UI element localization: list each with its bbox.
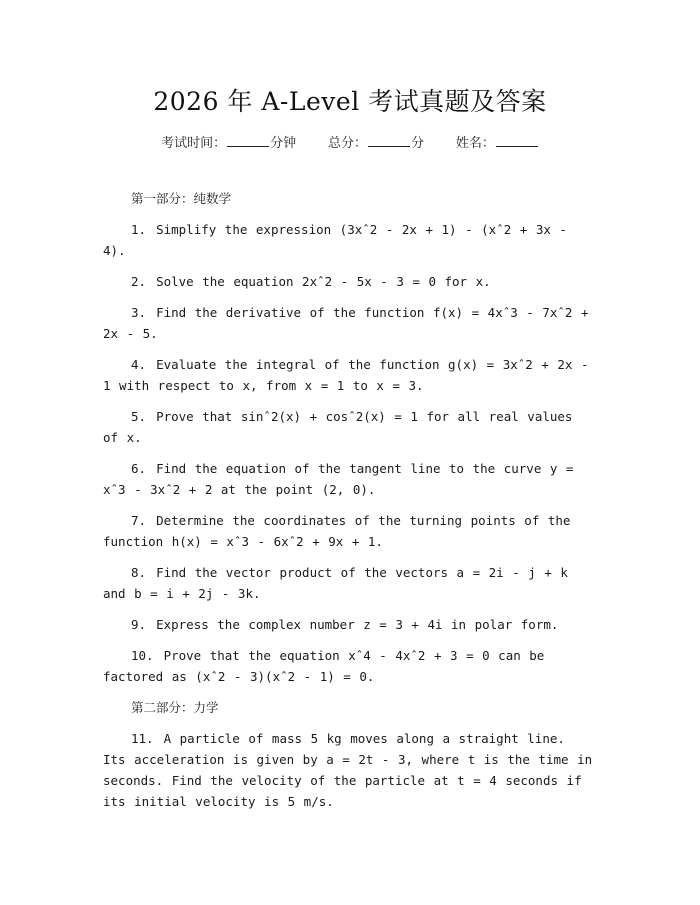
question-text: Prove that sinˆ2(x) + cosˆ2(x) = 1 for all real values of x. xyxy=(103,409,573,445)
exam-time-blank xyxy=(227,135,269,147)
total-score-label: 总分： xyxy=(327,136,367,151)
question xyxy=(103,271,595,292)
question-number: 2. xyxy=(131,274,147,289)
question-number: 11. xyxy=(131,731,154,746)
exam-time-unit: 分钟 xyxy=(270,136,297,151)
question-text: Simplify the expression (3xˆ2 - 2x + 1) - (xˆ2 + 3x - 4). xyxy=(103,222,567,258)
total-score-blank xyxy=(368,135,410,147)
question xyxy=(103,354,595,396)
question xyxy=(103,562,595,604)
question-text: Determine the coordinates of the turning points of the function h(x) = xˆ3 - 6xˆ2 + 9x + 1. xyxy=(103,513,571,549)
question xyxy=(103,614,595,635)
question-number: 4. xyxy=(131,357,147,372)
question-text: A particle of mass 5 kg moves along a straight line. Its acceleration is given by a = 2t - 3, where t is the time in seconds. Find the velocity of the particle at t = 4 seconds if its initial velocity is 5 m/s. xyxy=(103,731,593,809)
name-field xyxy=(456,132,539,151)
exam-time-field xyxy=(161,132,296,151)
question-text: Solve the equation 2xˆ2 - 5x - 3 = 0 for x. xyxy=(156,274,491,289)
exam-meta xyxy=(0,132,700,151)
question-number: 7. xyxy=(131,513,147,528)
question xyxy=(103,728,595,812)
question-number: 1. xyxy=(131,222,147,237)
question xyxy=(103,406,595,448)
question-text: Find the derivative of the function f(x) = 4xˆ3 - 7xˆ2 + 2x - 5. xyxy=(103,305,589,341)
question-text: Prove that the equation xˆ4 - 4xˆ2 + 3 = 0 can be factored as (xˆ2 - 3)(xˆ2 - 1) = 0. xyxy=(103,648,545,684)
question-number: 8. xyxy=(131,565,147,580)
section-heading: 第一部分：纯数学 xyxy=(131,191,232,206)
question xyxy=(103,458,595,500)
question-number: 5. xyxy=(131,409,147,424)
total-score-field xyxy=(328,132,424,151)
section-heading: 第二部分：力学 xyxy=(131,700,219,715)
question xyxy=(103,302,595,344)
question-number: 10. xyxy=(131,648,154,663)
exam-time-label: 考试时间： xyxy=(161,136,227,151)
question xyxy=(103,510,595,552)
question-text: Express the complex number z = 3 + 4i in polar form. xyxy=(156,617,559,632)
question xyxy=(103,645,595,687)
document-title: 2026 年 A-Level 考试真题及答案 xyxy=(153,87,547,116)
question-number: 9. xyxy=(131,617,147,632)
question-number: 3. xyxy=(131,305,147,320)
total-score-unit: 分 xyxy=(411,136,425,151)
question-text: Find the vector product of the vectors a = 2i - j + k and b = i + 2j - 3k. xyxy=(103,565,568,601)
question-text: Evaluate the integral of the function g(x) = 3xˆ2 + 2x - 1 with respect to x, from x = 1 to x = 3. xyxy=(103,357,589,393)
question-number: 6. xyxy=(131,461,147,476)
exam-content xyxy=(103,188,595,822)
name-blank xyxy=(496,135,538,147)
question xyxy=(103,219,595,261)
name-label: 姓名： xyxy=(455,136,495,151)
question-text: Find the equation of the tangent line to the curve y = xˆ3 - 3xˆ2 + 2 at the point (2, 0). xyxy=(103,461,574,497)
